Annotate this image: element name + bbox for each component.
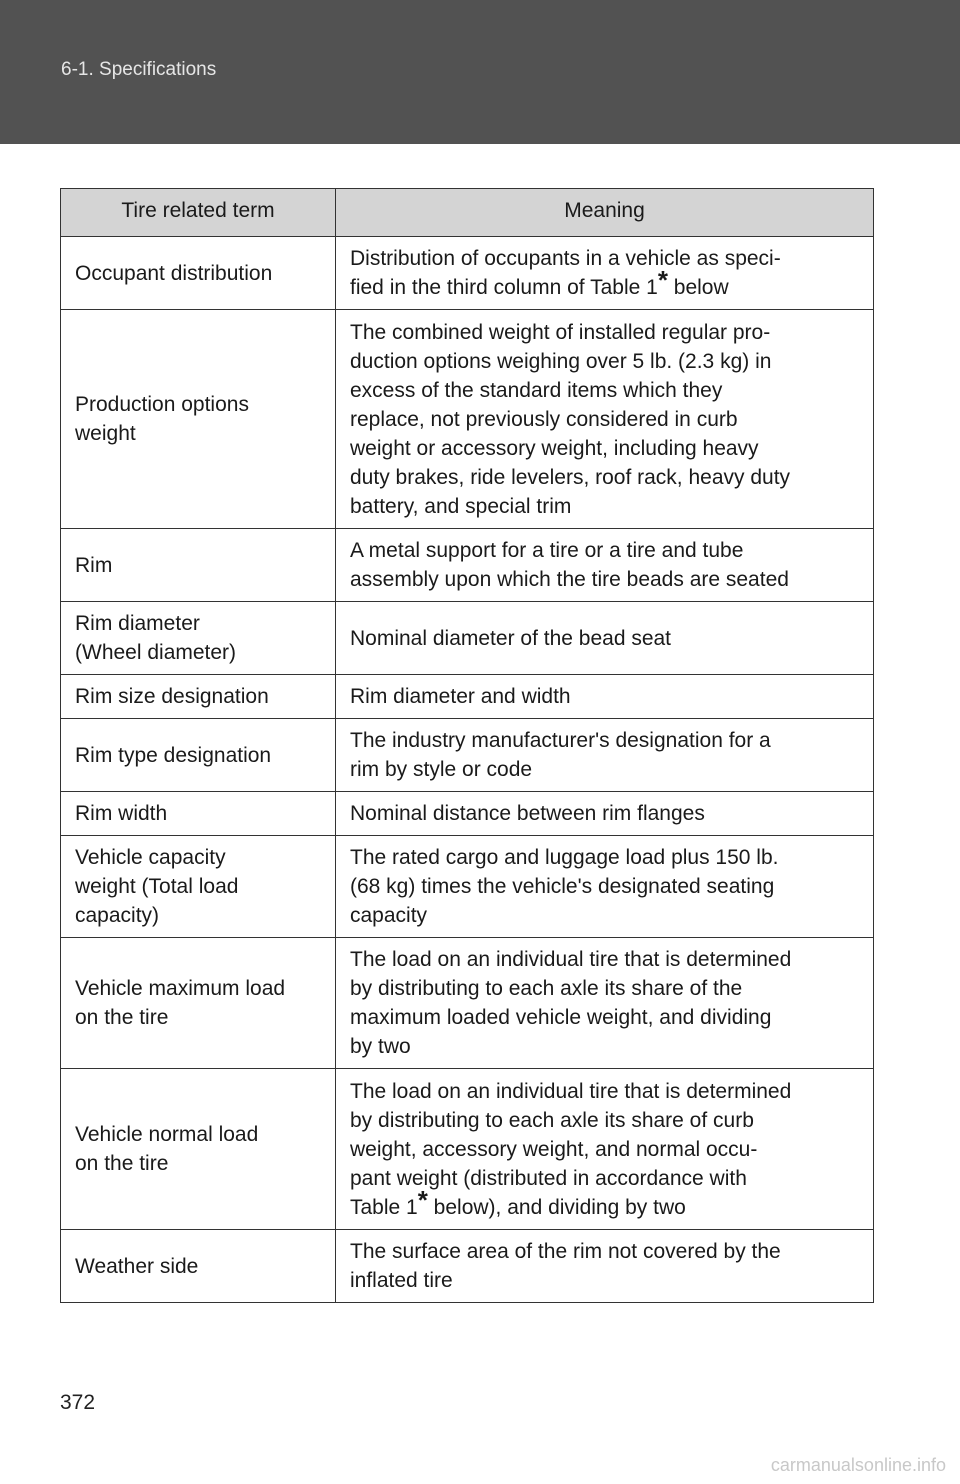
section-header-bar [0, 0, 960, 144]
term-cell: Rim width [61, 792, 336, 836]
term-cell: Rim type designation [61, 719, 336, 792]
table-footnote-marker: * [417, 1184, 428, 1215]
meaning-cell: Nominal distance between rim flanges [336, 792, 874, 836]
table-row [61, 792, 874, 836]
term-cell: Vehicle capacity weight (Total load capacity) [61, 836, 336, 938]
table-row [61, 938, 874, 1069]
meaning-cell: The industry manufacturer's designation for a rim by style or code [336, 719, 874, 792]
meaning-cell: The load on an individual tire that is determined by distributing to each axle its share of the maximum loaded vehicle weight, and dividing by two [336, 938, 874, 1069]
table-footnote-marker: * [657, 265, 668, 295]
column-header-meaning: Meaning [336, 189, 874, 237]
meaning-cell: Nominal diameter of the bead seat [336, 602, 874, 675]
table-row [61, 1230, 874, 1303]
term-cell: Rim diameter (Wheel diameter) [61, 602, 336, 675]
term-cell: Vehicle maximum load on the tire [61, 938, 336, 1069]
table-row [61, 310, 874, 529]
meaning-cell [336, 1069, 874, 1230]
meaning-cell [336, 237, 874, 310]
term-cell: Vehicle normal load on the tire [61, 1069, 336, 1230]
table-row [61, 529, 874, 602]
term-cell: Rim [61, 529, 336, 602]
meaning-text: The load on an individual tire that is determined by distributing to each axle its share of curb weight, accessory weight, and normal occu- pant weight (distributed in accordance with Table 1 [350, 1079, 792, 1219]
table-row [61, 719, 874, 792]
term-cell: Occupant distribution [61, 237, 336, 310]
page-number: 372 [60, 1391, 96, 1414]
term-cell: Weather side [61, 1230, 336, 1303]
section-title: 6-1. Specifications [61, 59, 217, 80]
meaning-text: Distribution of occupants in a vehicle as speci- fied in the third column of Table 1 [350, 247, 781, 299]
table-header-row [61, 189, 874, 237]
table-row [61, 1069, 874, 1230]
site-watermark: carmanualsonline.info [770, 1455, 946, 1475]
meaning-cell: Rim diameter and width [336, 675, 874, 719]
table-row [61, 836, 874, 938]
meaning-cell: The combined weight of installed regular pro- duction options weighing over 5 lb. (2.3 kg) in excess of the standard items which they replace, not previously considered in curb weight or accessory weight, including heavy duty brakes, ride levelers, roof rack, heavy duty battery, and special trim [336, 310, 874, 529]
meaning-text: below [667, 276, 729, 299]
term-cell: Rim size designation [61, 675, 336, 719]
meaning-text: below), and dividing by two [427, 1195, 686, 1219]
column-header-term: Tire related term [61, 189, 336, 237]
tire-terms-table [60, 188, 874, 1303]
meaning-cell: The surface area of the rim not covered by the inflated tire [336, 1230, 874, 1303]
table-row [61, 237, 874, 310]
meaning-cell: A metal support for a tire or a tire and tube assembly upon which the tire beads are seated [336, 529, 874, 602]
table-row [61, 675, 874, 719]
table-row [61, 602, 874, 675]
term-cell: Production options weight [61, 310, 336, 529]
meaning-cell: The rated cargo and luggage load plus 150 lb. (68 kg) times the vehicle's designated seating capacity [336, 836, 874, 938]
